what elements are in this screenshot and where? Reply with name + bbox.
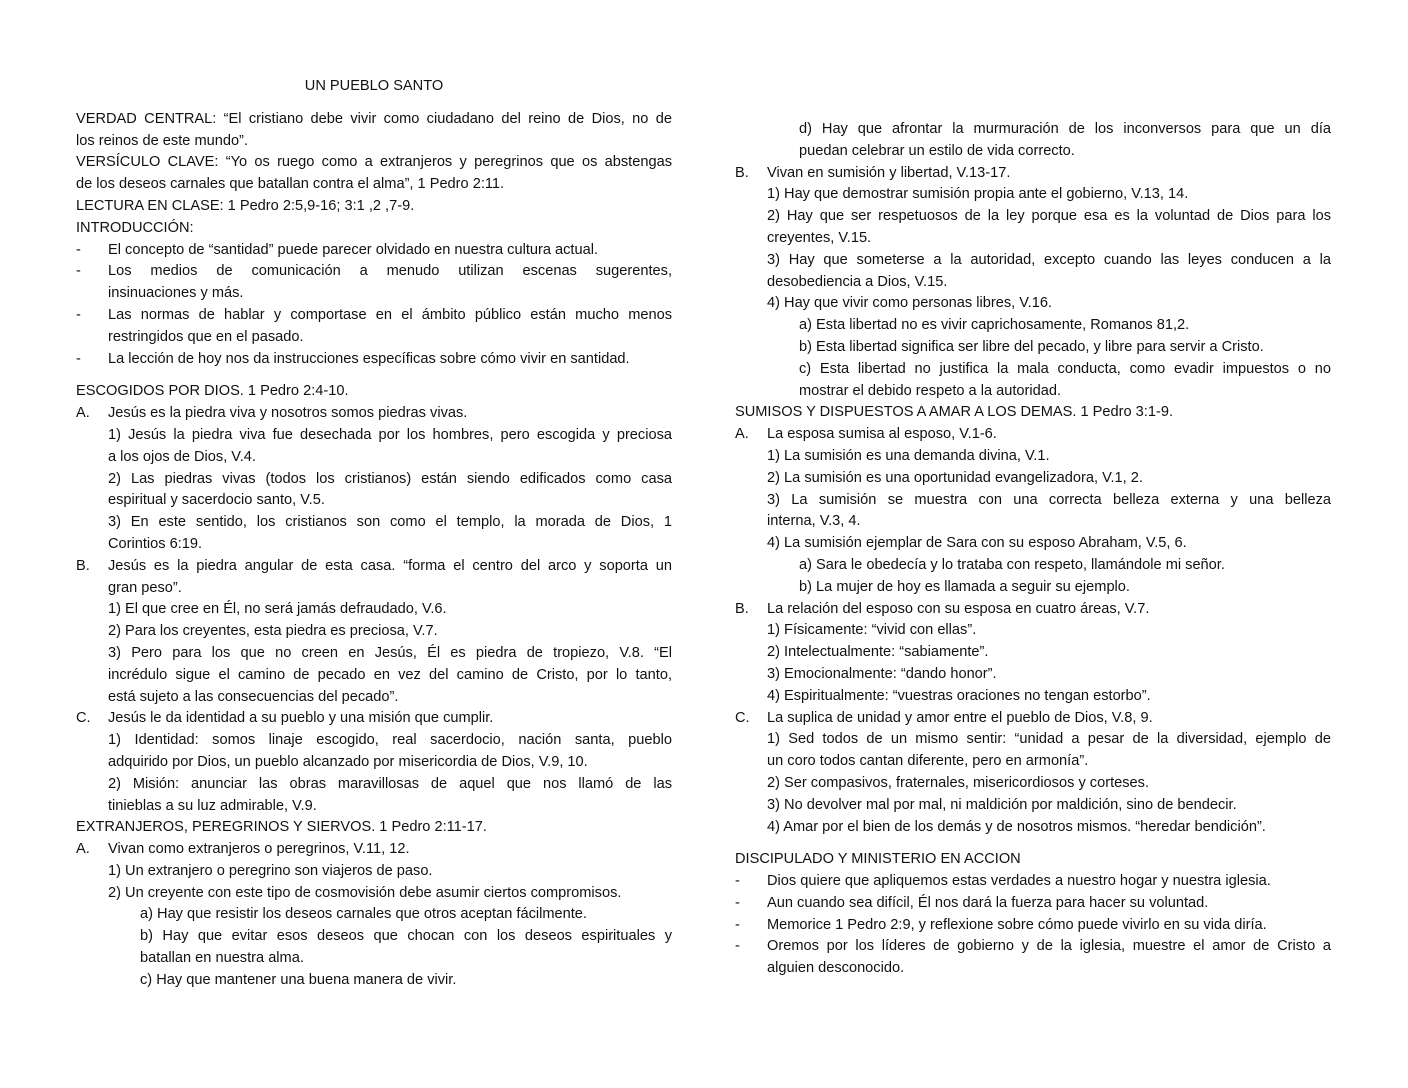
text-line: La lección de hoy nos da instrucciones específicas sobre cómo vivir en santidad. — [108, 350, 630, 367]
text-line: 2) Un creyente con este tipo de cosmovisión debe asumir ciertos compromisos. — [108, 884, 622, 901]
text-line: d) Hay que afrontar la murmuración de los inconversos para que un día — [799, 121, 1331, 137]
text-line: Los medios de comunicación a menudo utilizan escenas sugerentes, — [108, 263, 672, 280]
text-line: Corintios 6:19. — [108, 535, 203, 552]
text-line: 1) Identidad: somos linaje escogido, real sacerdocio, nación santa, pueblo — [108, 732, 672, 749]
text-line: Aun cuando sea difícil, Él nos dará la fuerza para hacer su voluntad. — [767, 894, 1209, 911]
section-title: Vivan como extranjeros o peregrinos, V.11, 12. — [108, 841, 410, 858]
text-line: 2) Hay que ser respetuosos de la ley porque esa es la voluntad de Dios para los — [767, 208, 1331, 225]
text-line: 3) No devolver mal por mal, ni maldición por maldición, sino de bendecir. — [767, 796, 1237, 813]
discipulado-item — [735, 936, 1331, 980]
text-line: c) Hay que mantener una buena manera de vivir. — [140, 971, 457, 988]
subpoints — [767, 315, 1331, 402]
discipulado-item — [735, 915, 1331, 937]
text-line: 1) Hay que demostrar sumisión propia ante el gobierno, V.13, 14. — [767, 186, 1189, 203]
section-label: C. — [735, 709, 750, 726]
text-line: a) Hay que resistir los deseos carnales que otros aceptan fácilmente. — [140, 906, 587, 923]
text-line: 1) Físicamente: “vivid con ellas”. — [767, 622, 977, 639]
page-title: UN PUEBLO SANTO — [304, 78, 444, 94]
section-title: Jesús es la piedra viva y nosotros somos piedras vivas. — [108, 405, 468, 422]
intro-item — [76, 349, 672, 371]
text-line: 2) La sumisión es una oportunidad evangelizadora, V.1, 2. — [767, 469, 1143, 486]
section-a-sumisos — [735, 424, 1331, 598]
text-line: 2) Intelectualmente: “sabiamente”. — [767, 644, 989, 661]
lectura-en-clase: LECTURA EN CLASE: 1 Pedro 2:5,9-16; 3:1 ,2 ,7-9. — [76, 197, 415, 214]
text-line: 1) La sumisión es una demanda divina, V.1. — [767, 447, 1050, 464]
text-line: 3) La sumisión se muestra con una correcta belleza externa y una belleza — [767, 491, 1331, 508]
text-line: 3) Pero para los que no creen en Jesús, Él es piedra de tropiezo, V.8. “El — [108, 644, 672, 661]
text-line: 2) Las piedras vivas (todos los cristianos) están siendo edificados como casa — [108, 470, 672, 487]
text-line: b) Hay que evitar esos deseos que chocan con los deseos espirituales y — [140, 928, 672, 945]
section-label: A. — [735, 426, 749, 443]
text-line: 3) En este sentido, los cristianos son como el templo, la morada de Dios, 1 — [108, 514, 672, 531]
section-heading-extranjeros: EXTRANJEROS, PEREGRINOS Y SIERVOS. 1 Pedro 2:11-17. — [76, 819, 487, 836]
section-c-sumisos — [735, 708, 1331, 839]
text-line: 4) Espiritualmente: “vuestras oraciones no tengan estorbo”. — [767, 687, 1151, 704]
discipulado-item — [735, 871, 1331, 893]
section-a-extranjeros — [76, 839, 672, 992]
text-line: a los ojos de Dios, V.4. — [108, 448, 256, 465]
text-line: batallan en nuestra alma. — [140, 950, 304, 967]
text-line: 1) El que cree en Él, no será jamás defraudado, V.6. — [108, 601, 447, 618]
text-line: b) La mujer de hoy es llamada a seguir su ejemplo. — [799, 578, 1130, 595]
text-line: de los deseos carnales que batallan contra el alma”, 1 Pedro 2:11. — [76, 176, 505, 193]
bullet-dash: - — [76, 263, 81, 280]
text-line: Memorice 1 Pedro 2:9, y reflexione sobre cómo puede vivirlo en su vida diría. — [767, 916, 1267, 933]
text-line: Las normas de hablar y comportase en el ámbito público están mucho menos — [108, 306, 672, 323]
section-heading-escogidos: ESCOGIDOS POR DIOS. 1 Pedro 2:4-10. — [76, 383, 349, 400]
text-line: 2) Ser compasivos, fraternales, misericordiosos y corteses. — [767, 774, 1150, 791]
section-b-extranjeros — [735, 163, 1331, 403]
text-line: Dios quiere que apliquemos estas verdades a nuestro hogar y nuestra iglesia. — [767, 873, 1271, 890]
text-line: a) Esta libertad no es vivir caprichosamente, Romanos 81,2. — [799, 317, 1190, 334]
bullet-dash: - — [76, 350, 81, 367]
text-line: 3) Emocionalmente: “dando honor”. — [767, 665, 997, 682]
text-line: El concepto de “santidad” puede parecer olvidado en nuestra cultura actual. — [108, 241, 599, 258]
intro-item — [76, 261, 672, 305]
intro-heading: INTRODUCCIÓN: — [76, 219, 194, 236]
text-line: 2) Misión: anunciar las obras maravillosas de aquel que nos llamó de las — [108, 775, 672, 792]
verdad-central — [76, 109, 672, 153]
subpoints — [108, 904, 672, 991]
text-line: mostrar el debido respeto a la autoridad. — [799, 382, 1062, 399]
bullet-dash: - — [735, 873, 740, 890]
section-title: La suplica de unidad y amor entre el pueblo de Dios, V.8, 9. — [767, 709, 1153, 726]
text-line: 3) Hay que someterse a la autoridad, excepto cuando las leyes conducen a la — [767, 251, 1331, 268]
right-column — [735, 0, 1331, 980]
discipulado-item — [735, 893, 1331, 915]
bullet-dash: - — [735, 894, 740, 911]
text-line: los reinos de este mundo”. — [76, 132, 248, 149]
section-label: B. — [735, 600, 749, 617]
section-label: B. — [76, 557, 90, 574]
bullet-dash: - — [76, 306, 81, 323]
text-line: 4) La sumisión ejemplar de Sara con su esposo Abraham, V.5, 6. — [767, 535, 1187, 552]
section-b-sumisos — [735, 599, 1331, 708]
section-title: Jesús es la piedra angular de esta casa. “forma el centro del arco y soporta un — [108, 557, 672, 574]
text-line: 4) Amar por el bien de los demás y de nosotros mismos. “heredar bendición”. — [767, 818, 1266, 835]
text-line: Oremos por los líderes de gobierno y de la iglesia, muestre el amor de Cristo a — [767, 938, 1331, 955]
section-c-escogidos — [76, 708, 672, 817]
text-line: espiritual y sacerdocio santo, V.5. — [108, 492, 325, 509]
text-line: un coro todos cantan diferente, pero en armonía”. — [767, 753, 1089, 770]
text-line: 1) Sed todos de un mismo sentir: “unidad a pesar de la diversidad, ejemplo de — [767, 731, 1331, 748]
text-line: insinuaciones y más. — [108, 285, 244, 302]
text-line: alguien desconocido. — [767, 960, 905, 977]
section-label: A. — [76, 841, 90, 858]
left-column — [76, 0, 672, 992]
text-line: c) Esta libertad no justifica la mala conducta, como evadir impuestos o no — [799, 360, 1331, 377]
text-line: b) Esta libertad significa ser libre del pecado, y libre para servir a Cristo. — [799, 338, 1264, 355]
section-label: A. — [76, 405, 90, 422]
section-title: gran peso”. — [108, 579, 182, 596]
versiculo-clave — [76, 152, 672, 196]
section-title: Jesús le da identidad a su pueblo y una misión que cumplir. — [108, 710, 494, 727]
continued-subpoint — [735, 119, 1331, 163]
intro-item — [76, 305, 672, 349]
intro-item — [76, 240, 672, 262]
section-b-escogidos — [76, 556, 672, 709]
section-title: Vivan en sumisión y libertad, V.13-17. — [767, 164, 1011, 181]
text-line: a) Sara le obedecía y lo trataba con respeto, llamándole mi señor. — [799, 556, 1225, 573]
text-line: creyentes, V.15. — [767, 229, 872, 246]
text-line: restringidos que en el pasado. — [108, 328, 304, 345]
text-line: puedan celebrar un estilo de vida correcto. — [799, 142, 1075, 159]
bullet-dash: - — [735, 916, 740, 933]
text-line: 4) Hay que vivir como personas libres, V.16. — [767, 295, 1052, 312]
text-line: interna, V.3, 4. — [767, 513, 861, 530]
section-title: La esposa sumisa al esposo, V.1-6. — [767, 426, 997, 443]
text-line: incrédulo sigue el camino de pecado en vez del camino de Cristo, por lo tanto, — [108, 666, 672, 683]
section-heading-sumisos: SUMISOS Y DISPUESTOS A AMAR A LOS DEMAS. 1 Pedro 3:1-9. — [735, 404, 1173, 421]
text-line: está sujeto a las consecuencias del pecado”. — [108, 688, 399, 705]
bullet-dash: - — [735, 938, 740, 955]
text-line: desobediencia a Dios, V.15. — [767, 273, 948, 290]
subpoints — [767, 555, 1331, 599]
text-line: tinieblas a su luz admirable, V.9. — [108, 797, 317, 814]
section-heading-discipulado: DISCIPULADO Y MINISTERIO EN ACCION — [735, 851, 1021, 868]
text-line: VERDAD CENTRAL: “El cristiano debe vivir como ciudadano del reino de Dios, no de — [76, 110, 672, 127]
text-line: VERSÍCULO CLAVE: “Yo os ruego como a extranjeros y peregrinos que os abstengas — [76, 154, 672, 171]
section-label: C. — [76, 710, 91, 727]
section-title: La relación del esposo con su esposa en cuatro áreas, V.7. — [767, 600, 1150, 617]
section-label: B. — [735, 164, 749, 181]
text-line: 1) Un extranjero o peregrino son viajeros de paso. — [108, 862, 433, 879]
text-line: adquirido por Dios, un pueblo alcanzado por misericordia de Dios, V.9, 10. — [108, 753, 588, 770]
text-line: 1) Jesús la piedra viva fue desechada por los hombres, pero escogida y preciosa — [108, 426, 672, 443]
section-a-escogidos — [76, 403, 672, 556]
text-line: 2) Para los creyentes, esta piedra es preciosa, V.7. — [108, 623, 438, 640]
bullet-dash: - — [76, 241, 81, 258]
